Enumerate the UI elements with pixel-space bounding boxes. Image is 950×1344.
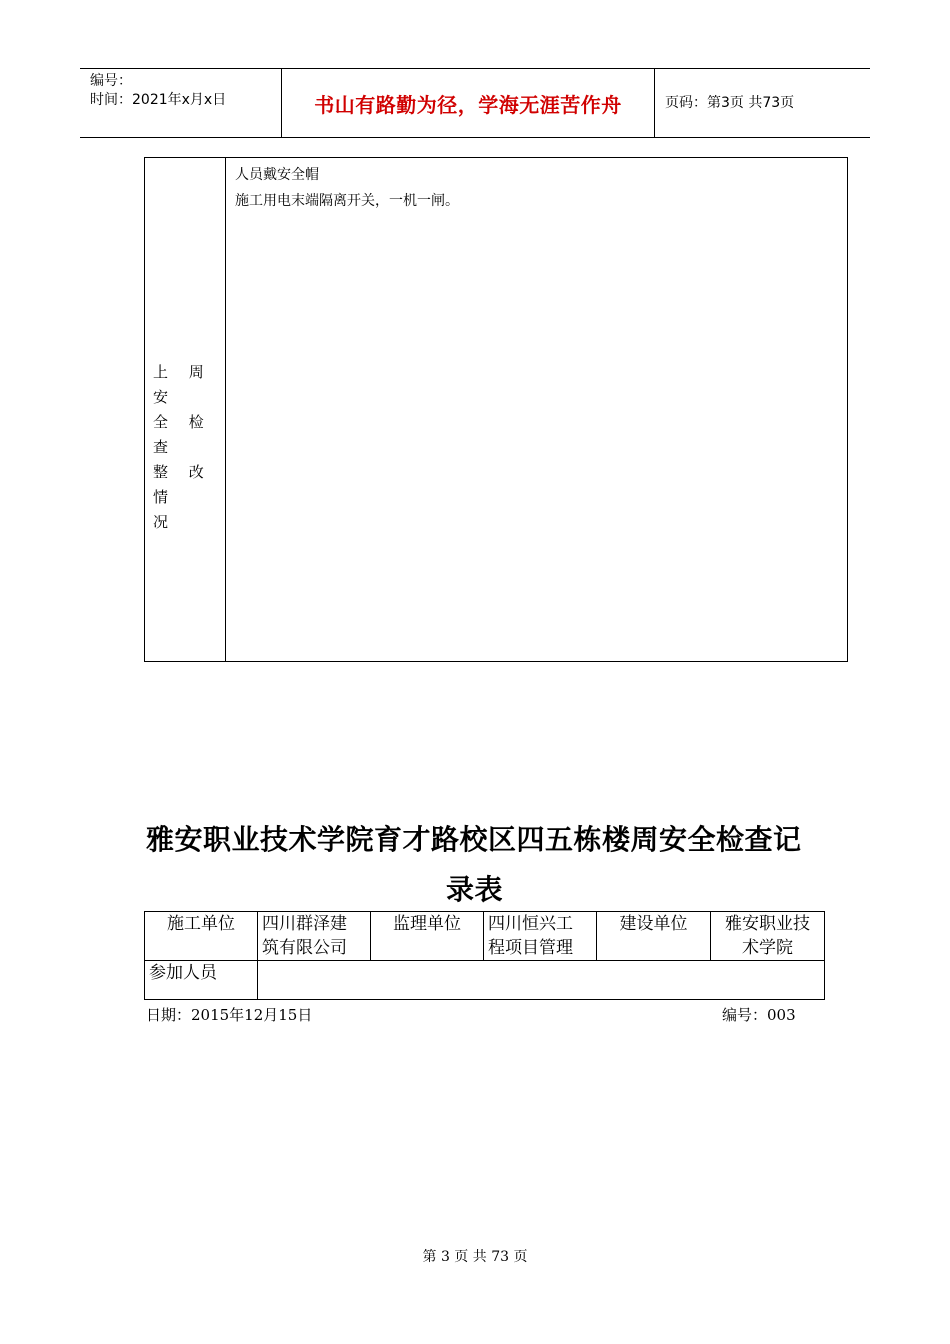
page-header — [80, 68, 870, 138]
table-row — [145, 912, 825, 961]
rectification-content-line: 人员戴安全帽 — [235, 167, 319, 183]
owner-unit-value-line: 雅安职业技 — [725, 914, 810, 934]
header-motto: 书山有路勤为径，学海无涯苦作舟 — [314, 92, 622, 117]
record-date: 日期：2015年12月15日 — [146, 1006, 313, 1024]
construction-unit-value-line: 筑有限公司 — [262, 938, 347, 958]
rectification-label-line: 况 — [153, 513, 177, 531]
header-motto-cell — [282, 69, 655, 137]
supervision-unit-value — [484, 912, 597, 961]
header-page-info: 页码：第3页 共73页 — [665, 95, 795, 111]
construction-unit-value-line: 四川群泽建 — [262, 914, 347, 934]
rectification-box — [144, 157, 848, 662]
participants-label: 参加人员 — [145, 961, 258, 1000]
rectification-label-line: 全 检 查 — [153, 413, 212, 456]
owner-unit-value — [711, 912, 825, 961]
rectification-content-line: 施工用电末端隔离开关，一机一闸。 — [235, 193, 459, 209]
header-meta-cell — [80, 69, 282, 137]
rectification-label-cell — [145, 158, 226, 661]
owner-unit-label: 建设单位 — [597, 912, 711, 961]
owner-unit-value-line: 术学院 — [742, 938, 793, 958]
header-page-cell — [655, 69, 870, 137]
participants-value — [258, 961, 825, 1000]
rectification-label-line: 上 周 安 — [153, 363, 212, 406]
document-title-line2: 录表 — [446, 873, 504, 906]
supervision-unit-value-line: 程项目管理 — [488, 938, 573, 958]
supervision-unit-label: 监理单位 — [371, 912, 484, 961]
rectification-label — [153, 360, 223, 535]
record-number: 编号：003 — [722, 1006, 796, 1024]
header-time-label: 时间：2021年x月x日 — [90, 92, 227, 108]
supervision-unit-value-line: 四川恒兴工 — [488, 914, 573, 934]
table-row — [145, 961, 825, 1000]
rectification-label-line: 整 改 情 — [153, 463, 212, 506]
construction-unit-value — [258, 912, 371, 961]
document-title-line1: 雅安职业技术学院育才路校区四五栋楼周安全检查记 — [146, 823, 802, 856]
header-number-label: 编号： — [90, 73, 132, 89]
construction-unit-label: 施工单位 — [145, 912, 258, 961]
page-footer: 第 3 页 共 73 页 — [422, 1249, 528, 1265]
rectification-content — [235, 162, 835, 214]
inspection-info-table — [144, 911, 825, 1000]
